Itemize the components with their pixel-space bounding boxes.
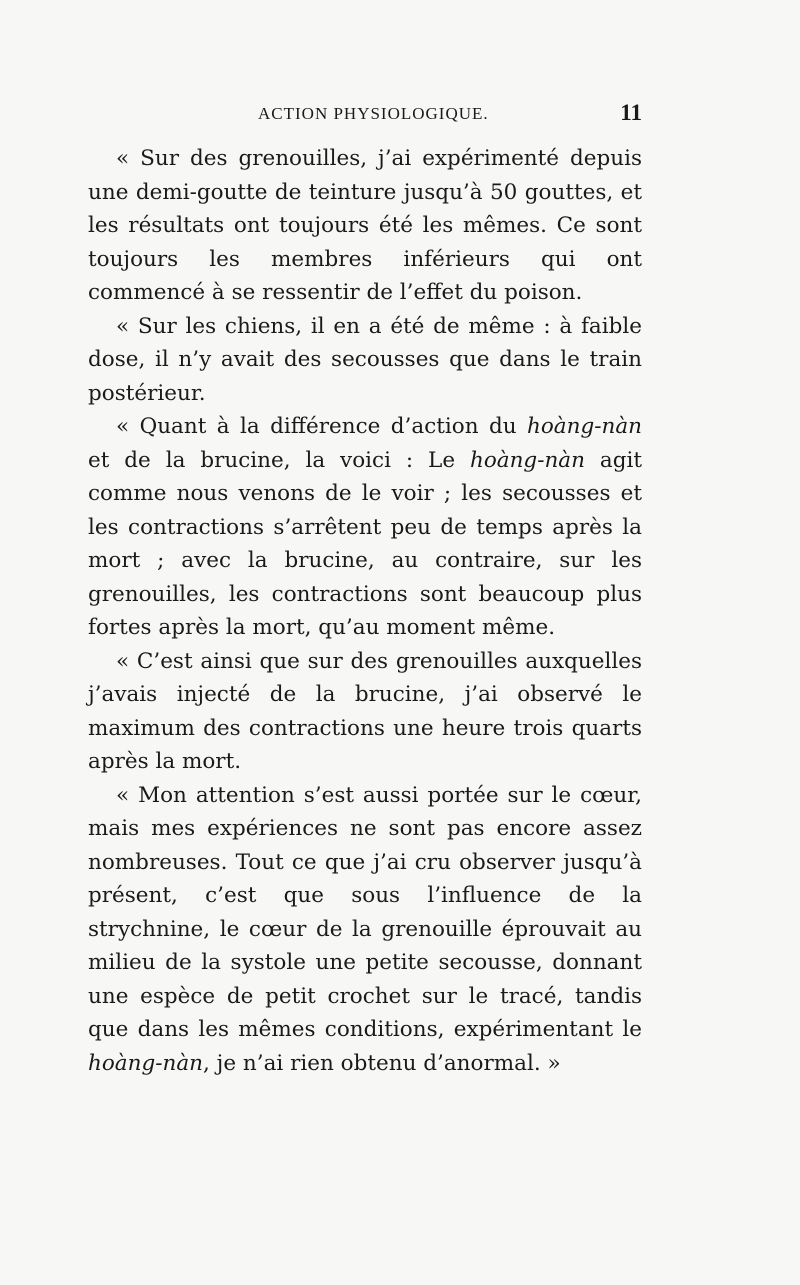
running-head-title: ACTION PHYSIOLOGIQUE.	[258, 104, 489, 123]
paragraph-text-segment: et de la brucine, la voici : Le	[88, 447, 470, 473]
italic-term: hoàng-nàn	[88, 1050, 203, 1076]
body-text	[88, 142, 642, 1080]
paragraph-contractions: « C’est ainsi que sur des grenouilles auxquelles j’avais injecté de la brucine, j’ai observé le maximum des contractions une heure trois quarts après la mort.	[88, 648, 642, 774]
paragraph-dogs: « Sur les chiens, il en a été de même : à faible dose, il n’y avait des secousses que dans le train postérieur.	[88, 313, 642, 406]
paragraph-text-segment: « Quant à la différence d’action du	[116, 414, 527, 439]
paragraph-frogs: « Sur des grenouilles, j’ai expérimenté depuis une demi-goutte de teinture jusqu’à 50 gouttes, et les résultats ont toujours été les mêmes. Ce sont toujours les membres inférieurs qui ont commencé à se ressentir de l’effet du poison.	[88, 146, 642, 305]
paragraph-text-segment: agit comme nous venons de le voir ; les secousses et les contractions s’arrêtent peu de temps après la mort ; avec la brucine, au contraire, sur les grenouilles, les contractions sont beaucoup plus fortes après la mort, qu’au moment même.	[88, 447, 642, 640]
paragraph-brucine-difference	[88, 410, 642, 645]
italic-term: hoàng-nàn	[469, 447, 585, 473]
paragraph-heart	[88, 779, 642, 1081]
paragraph-text-segment: « Mon attention s’est aussi portée sur le cœur, mais mes expériences ne sont pas encore assez nombreuses. Tout ce que j’ai cru observer jusqu’à présent, c’est que sous l’influence de la strychnine, le cœur de la grenouille éprouvait au milieu de la systole une petite secousse, donnant une espèce de petit crochet sur le tracé, tandis que dans les mêmes conditions, expérimentant le	[88, 782, 642, 1042]
paragraph-text-segment: , je n’ai rien obtenu d’anormal. »	[203, 1050, 561, 1076]
page-number: 11	[620, 100, 642, 125]
running-head	[88, 100, 642, 132]
italic-term: hoàng-nàn	[527, 414, 642, 439]
